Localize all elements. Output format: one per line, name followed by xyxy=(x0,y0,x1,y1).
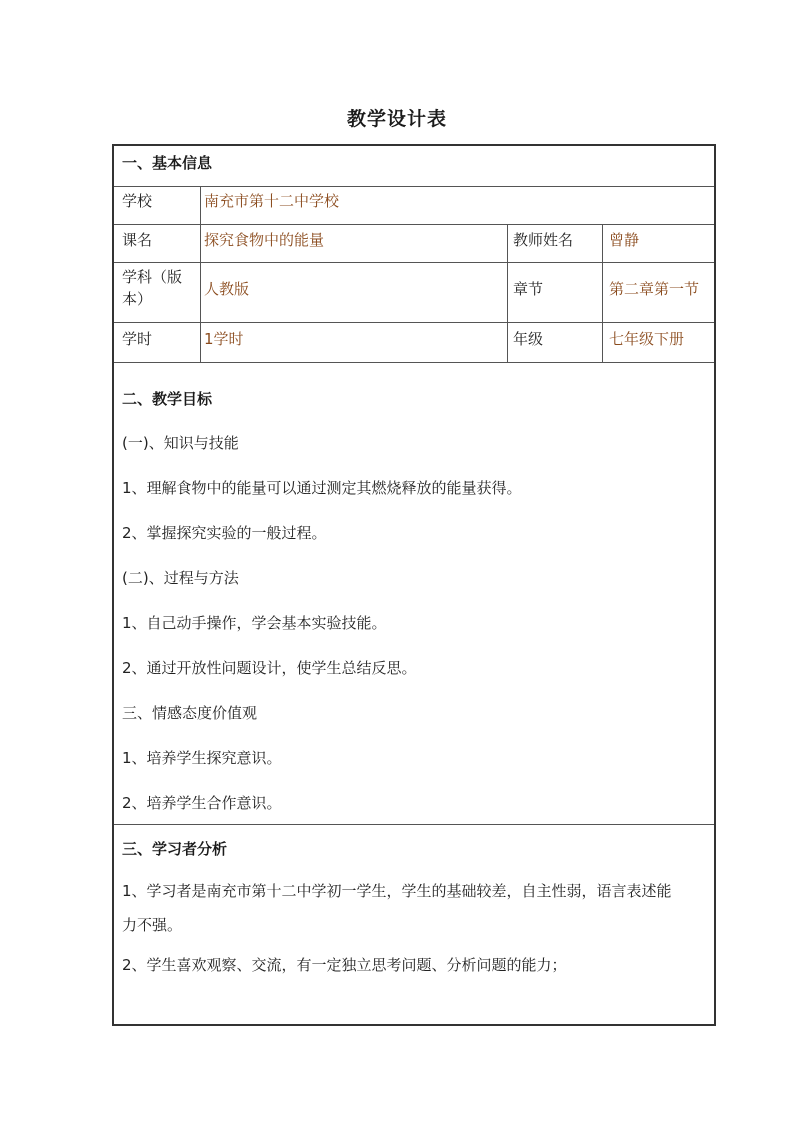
objective-line: 三、情感态度价值观 xyxy=(122,704,258,722)
column-divider xyxy=(200,186,201,362)
column-divider xyxy=(602,224,603,362)
learner-paragraph-1-line-2: 力不强。 xyxy=(122,916,183,934)
objective-line: 2、掌握探究实验的一般过程。 xyxy=(122,524,327,542)
section-heading-learner-analysis: 三、学习者分析 xyxy=(122,840,228,858)
teacher-label: 教师姓名 xyxy=(513,231,574,249)
hours-value: 1学时 xyxy=(204,330,244,348)
objective-line: 2、培养学生合作意识。 xyxy=(122,794,282,812)
section-heading-basic-info: 一、基本信息 xyxy=(122,154,213,172)
row-divider xyxy=(114,362,714,363)
row-divider xyxy=(114,262,714,263)
row-divider xyxy=(114,322,714,323)
subject-label-line2: 本） xyxy=(122,290,153,308)
objective-line: 1、自己动手操作，学会基本实验技能。 xyxy=(122,614,387,632)
learner-paragraph-1-line-1: 1、学习者是南充市第十二中学初一学生，学生的基础较差，自主性弱，语言表述能 xyxy=(122,882,672,900)
row-divider xyxy=(114,186,714,187)
column-divider xyxy=(507,224,508,362)
chapter-label: 章节 xyxy=(513,280,544,298)
objective-line: (一)、知识与技能 xyxy=(122,434,239,452)
objective-line: 1、理解食物中的能量可以通过测定其燃烧释放的能量获得。 xyxy=(122,479,522,497)
subject-label-line1: 学科（版 xyxy=(122,268,183,286)
lesson-design-table xyxy=(112,144,716,1026)
course-label: 课名 xyxy=(122,231,153,249)
subject-label xyxy=(122,266,182,310)
chapter-value: 第二章第一节 xyxy=(609,280,700,298)
section-heading-objectives: 二、教学目标 xyxy=(122,390,213,408)
learner-paragraph-2: 2、学生喜欢观察、交流，有一定独立思考问题、分析问题的能力； xyxy=(122,956,567,974)
objective-line: 2、通过开放性问题设计，使学生总结反思。 xyxy=(122,659,417,677)
objective-line: 1、培养学生探究意识。 xyxy=(122,749,282,767)
course-value: 探究食物中的能量 xyxy=(204,231,325,249)
objective-line: (二)、过程与方法 xyxy=(122,569,239,587)
row-divider xyxy=(114,824,714,825)
teacher-value: 曾静 xyxy=(609,231,640,249)
row-divider xyxy=(114,224,714,225)
page-title: 教学设计表 xyxy=(346,108,447,130)
school-label: 学校 xyxy=(122,192,153,210)
subject-value: 人教版 xyxy=(204,280,250,298)
grade-label: 年级 xyxy=(513,330,544,348)
hours-label: 学时 xyxy=(122,330,153,348)
school-value: 南充市第十二中学校 xyxy=(204,192,340,210)
grade-value: 七年级下册 xyxy=(609,330,685,348)
